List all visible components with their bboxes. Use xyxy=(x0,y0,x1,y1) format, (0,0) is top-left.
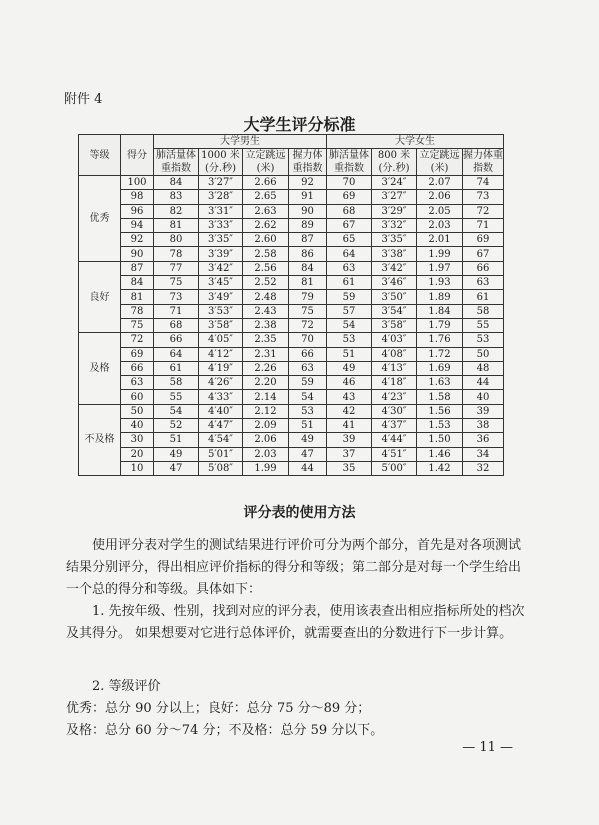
table-row xyxy=(79,304,504,318)
table-cell: 50 xyxy=(463,347,504,361)
table-cell: 46 xyxy=(327,376,372,390)
table-cell: 61 xyxy=(154,361,199,375)
table-cell: 78 xyxy=(121,304,154,318)
table-cell: 2.35 xyxy=(243,333,289,347)
table-cell: 36 xyxy=(463,433,504,447)
table-cell: 2.38 xyxy=(243,318,289,332)
table-cell: 90 xyxy=(121,247,154,261)
table-cell: 48 xyxy=(463,361,504,375)
table-cell: 73 xyxy=(463,190,504,204)
table-cell: 40 xyxy=(463,390,504,404)
table-cell: 1.76 xyxy=(417,333,463,347)
table-cell: 39 xyxy=(327,433,372,447)
table-cell: 32 xyxy=(463,461,504,475)
table-cell: 87 xyxy=(121,261,154,275)
table-cell: 4′26″ xyxy=(199,376,243,390)
table-cell: 1.63 xyxy=(417,376,463,390)
table-cell: 3′33″ xyxy=(199,218,243,232)
grade-header: 等级 xyxy=(79,135,121,176)
table-cell: 59 xyxy=(289,376,327,390)
table-cell: 3′58″ xyxy=(372,318,417,332)
table-row xyxy=(79,361,504,375)
table-cell: 53 xyxy=(327,333,372,347)
table-cell: 5′01″ xyxy=(199,447,243,461)
table-row xyxy=(79,218,504,232)
score-header: 得分 xyxy=(121,135,154,176)
table-row xyxy=(79,390,504,404)
table-cell: 64 xyxy=(154,347,199,361)
male-col-header-1: 1000 米 (分.秒) xyxy=(199,149,243,176)
table-cell: 47 xyxy=(289,447,327,461)
table-cell: 72 xyxy=(121,333,154,347)
table-cell: 4′05″ xyxy=(199,333,243,347)
scoring-table xyxy=(78,134,504,476)
grade-rule-line1: 优秀：总分 90 分以上；良好：总分 75 分～89 分； xyxy=(66,701,371,716)
table-cell: 2.09 xyxy=(243,419,289,433)
table-cell: 81 xyxy=(121,290,154,304)
attachment-label: 附件 4 xyxy=(64,92,103,107)
table-cell: 1.58 xyxy=(417,390,463,404)
table-cell: 51 xyxy=(154,433,199,447)
table-cell: 2.43 xyxy=(243,304,289,318)
table-cell: 53 xyxy=(463,333,504,347)
table-cell: 47 xyxy=(154,461,199,475)
table-cell: 2.48 xyxy=(243,290,289,304)
table-cell: 69 xyxy=(121,347,154,361)
table-cell: 3′27″ xyxy=(199,176,243,190)
male-col-header-0: 肺活量体重指数 xyxy=(154,149,199,176)
table-cell: 94 xyxy=(121,218,154,232)
table-cell: 2.31 xyxy=(243,347,289,361)
male-col-header-2: 立定跳远 (米) xyxy=(243,149,289,176)
table-cell: 66 xyxy=(154,333,199,347)
table-cell: 83 xyxy=(154,190,199,204)
table-cell: 53 xyxy=(289,404,327,418)
table-cell: 72 xyxy=(289,318,327,332)
table-cell: 49 xyxy=(154,447,199,461)
table-row xyxy=(79,347,504,361)
table-cell: 74 xyxy=(463,176,504,190)
table-row xyxy=(79,176,504,190)
table-cell: 96 xyxy=(121,204,154,218)
table-cell: 4′03″ xyxy=(372,333,417,347)
table-row xyxy=(79,247,504,261)
table-row xyxy=(79,290,504,304)
female-col-header-1: 800 米 (分.秒) xyxy=(372,149,417,176)
table-cell: 61 xyxy=(327,276,372,290)
table-cell: 4′30″ xyxy=(372,404,417,418)
table-cell: 35 xyxy=(327,461,372,475)
table-cell: 54 xyxy=(154,404,199,418)
table-cell: 63 xyxy=(289,361,327,375)
male-col-header-3: 握力体重指数 xyxy=(289,149,327,176)
table-cell: 42 xyxy=(327,404,372,418)
table-cell: 55 xyxy=(463,318,504,332)
table-cell: 2.52 xyxy=(243,276,289,290)
table-cell: 4′18″ xyxy=(372,376,417,390)
table-cell: 71 xyxy=(154,304,199,318)
table-cell: 4′54″ xyxy=(199,433,243,447)
table-row xyxy=(79,261,504,275)
table-cell: 10 xyxy=(121,461,154,475)
table-cell: 55 xyxy=(154,390,199,404)
table-cell: 43 xyxy=(327,390,372,404)
table-row xyxy=(79,204,504,218)
table-cell: 39 xyxy=(463,404,504,418)
table-cell: 80 xyxy=(154,233,199,247)
table-cell: 2.14 xyxy=(243,390,289,404)
table-cell: 1.84 xyxy=(417,304,463,318)
table-row xyxy=(79,376,504,390)
table-row xyxy=(79,233,504,247)
table-cell: 51 xyxy=(289,419,327,433)
table-cell: 2.03 xyxy=(243,447,289,461)
table-cell: 71 xyxy=(463,218,504,232)
grade-rule-line2: 及格：总分 60 分～74 分；不及格：总分 59 分以下。 xyxy=(66,723,384,738)
table-cell: 3′28″ xyxy=(199,190,243,204)
table-cell: 3′27″ xyxy=(372,190,417,204)
table-cell: 1.93 xyxy=(417,276,463,290)
male-header: 大学男生 xyxy=(154,135,327,149)
table-cell: 2.06 xyxy=(243,433,289,447)
female-col-header-2: 立定跳远 (米) xyxy=(417,149,463,176)
table-cell: 63 xyxy=(463,276,504,290)
table-cell: 92 xyxy=(289,176,327,190)
table-cell: 3′39″ xyxy=(199,247,243,261)
table-cell: 92 xyxy=(121,233,154,247)
table-cell: 2.12 xyxy=(243,404,289,418)
table-cell: 77 xyxy=(154,261,199,275)
table-cell: 64 xyxy=(327,247,372,261)
table-cell: 68 xyxy=(154,318,199,332)
table-row xyxy=(79,419,504,433)
table-cell: 66 xyxy=(463,261,504,275)
table-cell: 2.63 xyxy=(243,204,289,218)
table-cell: 2.07 xyxy=(417,176,463,190)
table-cell: 38 xyxy=(463,419,504,433)
table-cell: 1.89 xyxy=(417,290,463,304)
table-cell: 5′00″ xyxy=(372,461,417,475)
female-col-header-3: 握力体重指数 xyxy=(463,150,503,174)
header-row-1 xyxy=(79,135,504,149)
table-cell: 70 xyxy=(327,176,372,190)
table-cell: 1.69 xyxy=(417,361,463,375)
table-cell: 4′33″ xyxy=(199,390,243,404)
table-cell: 58 xyxy=(463,304,504,318)
table-cell: 41 xyxy=(327,419,372,433)
table-cell: 3′38″ xyxy=(372,247,417,261)
table-cell: 90 xyxy=(289,204,327,218)
table-cell: 3′53″ xyxy=(199,304,243,318)
female-col-header-0: 肺活量体重指数 xyxy=(327,149,372,176)
table-cell: 67 xyxy=(463,247,504,261)
table-cell: 75 xyxy=(289,304,327,318)
table-cell: 84 xyxy=(121,276,154,290)
table-cell: 67 xyxy=(327,218,372,232)
table-cell: 3′58″ xyxy=(199,318,243,332)
table-cell: 75 xyxy=(154,276,199,290)
grade-label: 良好 xyxy=(79,261,121,332)
table-cell: 2.65 xyxy=(243,190,289,204)
table-row xyxy=(79,190,504,204)
table-cell: 3′46″ xyxy=(372,276,417,290)
table-cell: 20 xyxy=(121,447,154,461)
table-cell: 84 xyxy=(289,261,327,275)
table-cell: 44 xyxy=(289,461,327,475)
table-cell: 2.26 xyxy=(243,361,289,375)
table-cell: 73 xyxy=(154,290,199,304)
table-cell: 34 xyxy=(463,447,504,461)
table-cell: 3′35″ xyxy=(199,233,243,247)
grade-label: 及格 xyxy=(79,333,121,404)
table-row xyxy=(79,318,504,332)
table-row xyxy=(79,333,504,347)
table-cell: 49 xyxy=(289,433,327,447)
table-cell: 44 xyxy=(463,376,504,390)
table-cell: 4′37″ xyxy=(372,419,417,433)
table-cell: 3′29″ xyxy=(372,204,417,218)
table-cell: 4′47″ xyxy=(199,419,243,433)
table-cell: 4′40″ xyxy=(199,404,243,418)
table-cell: 40 xyxy=(121,419,154,433)
table-row xyxy=(79,461,504,475)
table-cell: 98 xyxy=(121,190,154,204)
table-cell: 2.66 xyxy=(243,176,289,190)
method-title: 评分表的使用方法 xyxy=(243,505,356,521)
table-cell: 70 xyxy=(289,333,327,347)
table-cell: 3′24″ xyxy=(372,176,417,190)
table-cell: 2.60 xyxy=(243,233,289,247)
table-cell: 91 xyxy=(289,190,327,204)
table-cell: 63 xyxy=(327,261,372,275)
grade-label: 优秀 xyxy=(79,176,121,262)
table-cell: 1.46 xyxy=(417,447,463,461)
table-cell: 49 xyxy=(327,361,372,375)
table-cell: 79 xyxy=(289,290,327,304)
table-cell: 2.03 xyxy=(417,218,463,232)
table-cell: 3′45″ xyxy=(199,276,243,290)
step2-heading: 2. 等级评价 xyxy=(92,679,161,694)
table-row xyxy=(79,433,504,447)
table-cell: 2.06 xyxy=(417,190,463,204)
table-cell: 86 xyxy=(289,247,327,261)
table-cell: 51 xyxy=(327,347,372,361)
table-cell: 75 xyxy=(121,318,154,332)
table-cell: 37 xyxy=(327,447,372,461)
table-cell: 65 xyxy=(327,233,372,247)
grade-label: 不及格 xyxy=(79,404,121,475)
table-cell: 2.01 xyxy=(417,233,463,247)
table-cell: 4′44″ xyxy=(372,433,417,447)
table-cell: 3′42″ xyxy=(199,261,243,275)
table-cell: 3′54″ xyxy=(372,304,417,318)
table-cell: 59 xyxy=(327,290,372,304)
table-cell: 68 xyxy=(327,204,372,218)
table-cell: 60 xyxy=(121,390,154,404)
table-cell: 54 xyxy=(327,318,372,332)
table-cell: 1.99 xyxy=(243,461,289,475)
table-cell: 78 xyxy=(154,247,199,261)
table-cell: 52 xyxy=(154,419,199,433)
table-cell: 1.53 xyxy=(417,419,463,433)
table-cell: 4′08″ xyxy=(372,347,417,361)
table-cell: 5′08″ xyxy=(199,461,243,475)
table-cell: 4′12″ xyxy=(199,347,243,361)
table-title: 大学生评分标准 xyxy=(243,115,356,134)
table-cell: 58 xyxy=(154,376,199,390)
table-cell: 4′19″ xyxy=(199,361,243,375)
table-cell: 66 xyxy=(121,361,154,375)
table-cell: 100 xyxy=(121,176,154,190)
table-cell: 1.97 xyxy=(417,261,463,275)
table-cell: 2.20 xyxy=(243,376,289,390)
intro-paragraph: 使用评分表对学生的测试结果进行评价可分为两个部分，首先是对各项测试结果分别评分，得出相应评价指标的得分和等级；第二部分是对每一个学生给出一个总的得分和等级。具体如下： xyxy=(66,538,522,597)
table-cell: 4′23″ xyxy=(372,390,417,404)
table-cell: 3′49″ xyxy=(199,290,243,304)
page-number: — 11 — xyxy=(462,740,513,755)
table-row xyxy=(79,447,504,461)
table-cell: 82 xyxy=(154,204,199,218)
table-row xyxy=(79,276,504,290)
table-cell: 4′13″ xyxy=(372,361,417,375)
step1-paragraph: 1. 先按年级、性别，找到对应的评分表，使用该表查出相应指标所处的档次及其得分。 如果想要对它进行总体评价，就需要查出的分数进行下一步计算。 xyxy=(66,604,525,641)
table-cell: 61 xyxy=(463,290,504,304)
table-cell: 3′42″ xyxy=(372,261,417,275)
table-cell: 1.56 xyxy=(417,404,463,418)
table-body xyxy=(79,176,504,476)
table-cell: 30 xyxy=(121,433,154,447)
table-cell: 54 xyxy=(289,390,327,404)
table-cell: 72 xyxy=(463,204,504,218)
table-cell: 1.79 xyxy=(417,318,463,332)
table-cell: 3′31″ xyxy=(199,204,243,218)
table-cell: 50 xyxy=(121,404,154,418)
table-cell: 57 xyxy=(327,304,372,318)
table-cell: 1.50 xyxy=(417,433,463,447)
table-cell: 1.42 xyxy=(417,461,463,475)
table-cell: 84 xyxy=(154,176,199,190)
table-cell: 2.56 xyxy=(243,261,289,275)
table-cell: 69 xyxy=(327,190,372,204)
table-cell: 89 xyxy=(289,218,327,232)
table-row xyxy=(79,404,504,418)
table-cell: 3′35″ xyxy=(372,233,417,247)
table-cell: 63 xyxy=(121,376,154,390)
table-cell: 81 xyxy=(154,218,199,232)
table-cell: 2.58 xyxy=(243,247,289,261)
table-cell: 3′32″ xyxy=(372,218,417,232)
female-header: 大学女生 xyxy=(327,135,504,149)
table-cell: 2.62 xyxy=(243,218,289,232)
table-cell: 2.05 xyxy=(417,204,463,218)
table-cell: 69 xyxy=(463,233,504,247)
table-cell: 4′51″ xyxy=(372,447,417,461)
table-cell: 1.99 xyxy=(417,247,463,261)
table-cell: 1.72 xyxy=(417,347,463,361)
table-cell: 3′50″ xyxy=(372,290,417,304)
table-cell: 66 xyxy=(289,347,327,361)
table-cell: 81 xyxy=(289,276,327,290)
table-cell: 87 xyxy=(289,233,327,247)
